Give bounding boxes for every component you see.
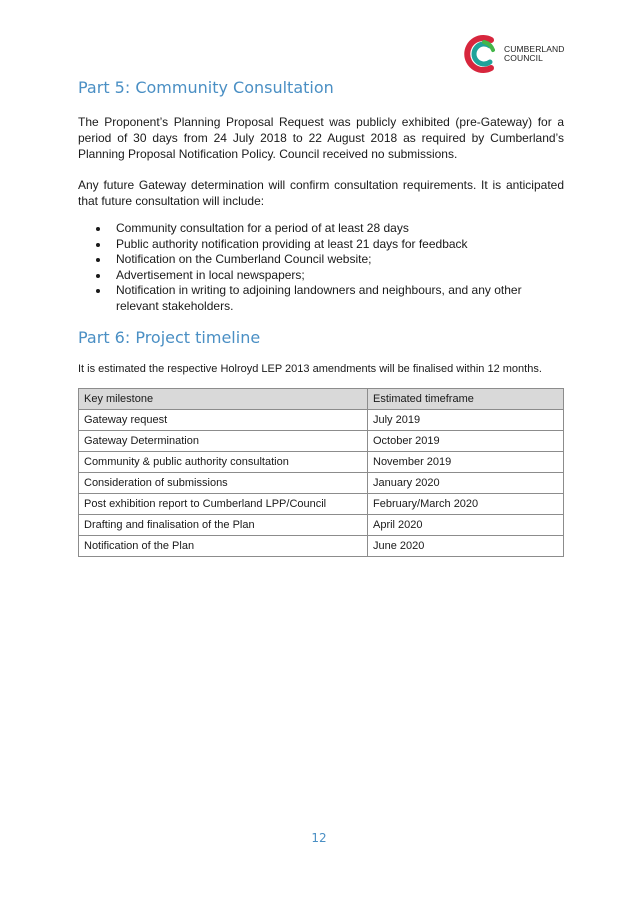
timeframe-cell: October 2019 [368, 431, 564, 452]
list-item: Public authority notification providing at least 21 days for feedback [116, 237, 564, 253]
timeframe-cell: November 2019 [368, 452, 564, 473]
part6-paragraph: It is estimated the respective Holroyd LEP 2013 amendments will be finalised within 12 months. [78, 363, 542, 375]
table-row [79, 452, 564, 473]
column-header-milestone: Key milestone [79, 389, 368, 410]
timeframe-cell: February/March 2020 [368, 494, 564, 515]
milestone-cell: Drafting and finalisation of the Plan [79, 515, 368, 536]
logo-line-2: COUNCIL [504, 53, 543, 63]
list-item: Advertisement in local newspapers; [116, 268, 564, 284]
milestone-cell: Community & public authority consultation [79, 452, 368, 473]
logo-line-1: CUMBERLAND [504, 44, 565, 54]
cumberland-council-logo-icon [461, 32, 501, 76]
table-row [79, 515, 564, 536]
page-content [78, 77, 564, 557]
table-header-row [79, 389, 564, 410]
column-header-timeframe: Estimated timeframe [368, 389, 564, 410]
timeframe-cell: June 2020 [368, 536, 564, 557]
table-row [79, 473, 564, 494]
list-item: Community consultation for a period of at least 28 days [116, 221, 564, 237]
table-row [79, 410, 564, 431]
table-row [79, 494, 564, 515]
part5-paragraph-1: The Proponent’s Planning Proposal Request was publicly exhibited (pre-Gateway) for a period of 30 days from 24 July 2018 to 22 August 2018 as required by Cumberland’s Planning Proposal Notification Policy. Council received no submissions. [78, 115, 564, 161]
milestone-cell: Consideration of submissions [79, 473, 368, 494]
part5-heading: Part 5: Community Consultation [78, 78, 334, 97]
timeframe-cell: January 2020 [368, 473, 564, 494]
cumberland-council-logo [461, 30, 571, 78]
part6-heading: Part 6: Project timeline [78, 328, 261, 347]
milestone-cell: Gateway Determination [79, 431, 368, 452]
table-row [79, 536, 564, 557]
milestone-cell: Post exhibition report to Cumberland LPP/Council [79, 494, 368, 515]
logo-wordmark [504, 45, 565, 63]
consultation-list [78, 221, 564, 314]
timeline-table [78, 388, 564, 557]
list-item: Notification in writing to adjoining landowners and neighbours, and any other relevant stakeholders. [116, 283, 564, 314]
page-number: 12 [311, 831, 327, 845]
timeframe-cell: July 2019 [368, 410, 564, 431]
part5-paragraph-2: Any future Gateway determination will confirm consultation requirements. It is anticipated that future consultation will include: [78, 178, 564, 208]
table-row [79, 431, 564, 452]
milestone-cell: Gateway request [79, 410, 368, 431]
milestone-cell: Notification of the Plan [79, 536, 368, 557]
timeframe-cell: April 2020 [368, 515, 564, 536]
list-item: Notification on the Cumberland Council website; [116, 252, 564, 268]
